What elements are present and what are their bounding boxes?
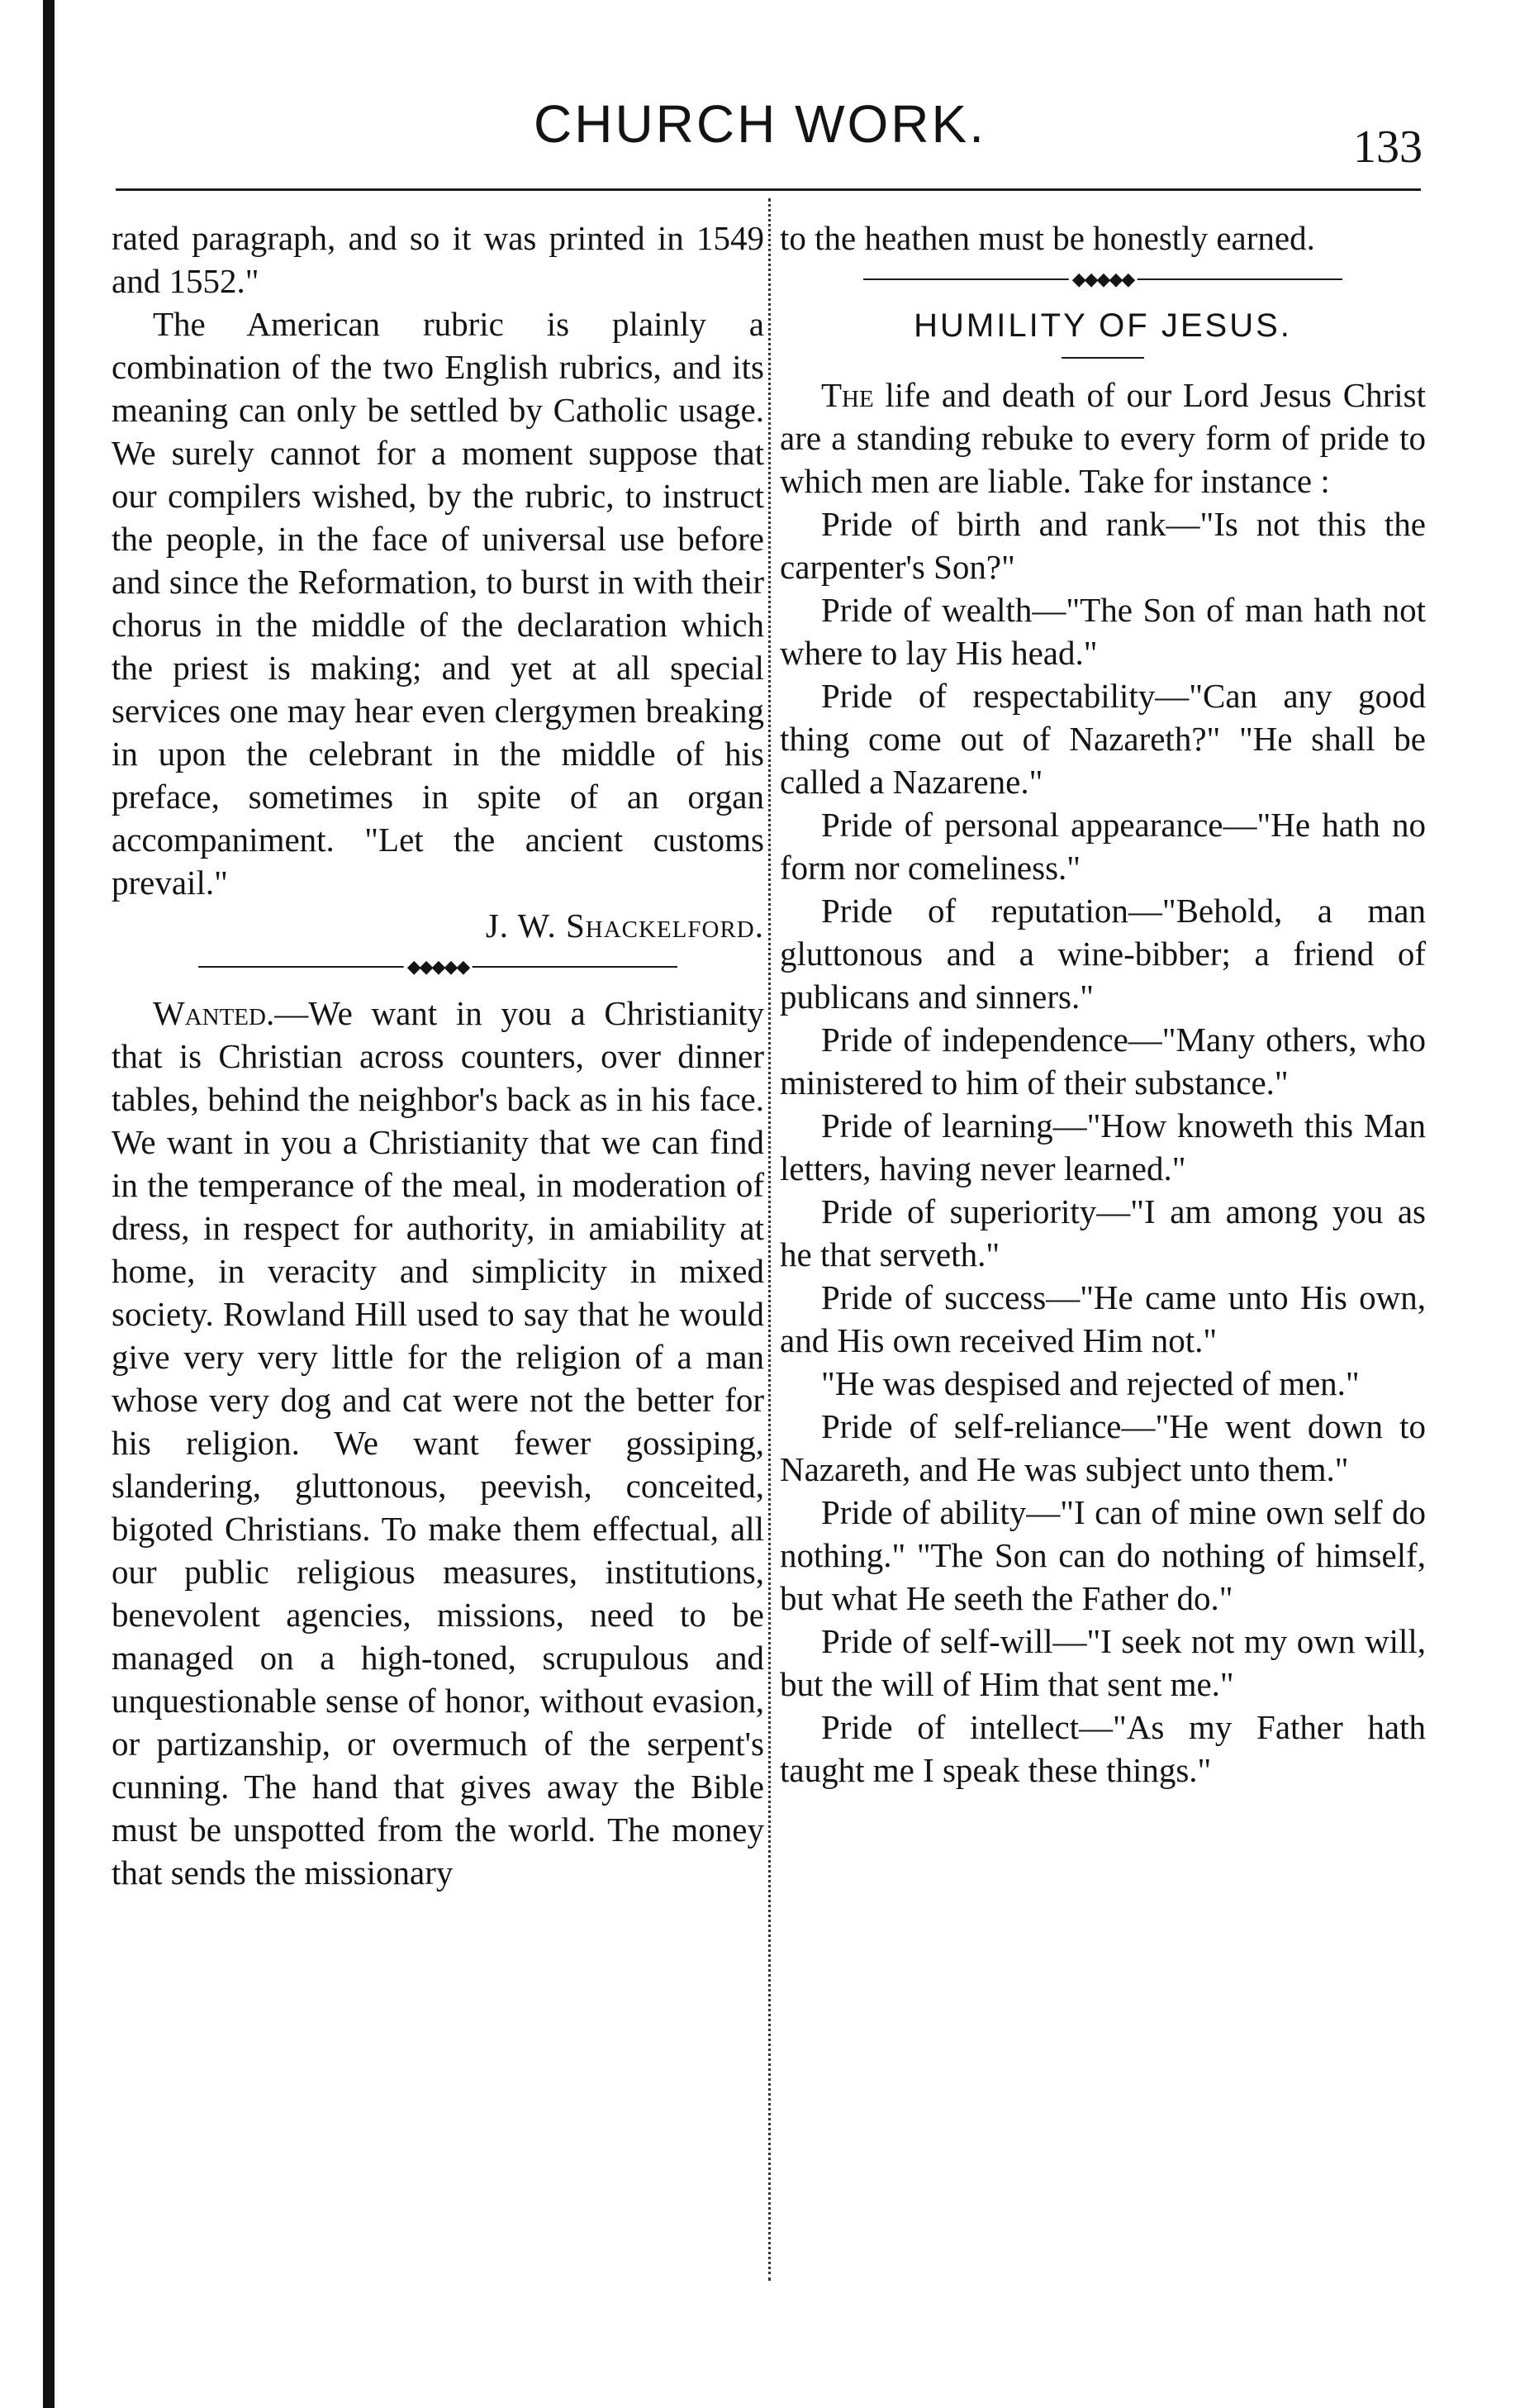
- section-ornament-right: [863, 271, 1342, 288]
- signature-name: J. W. Shackelford.: [485, 907, 764, 945]
- left-paragraph-1: rated paragraph, and so it was printed in 1549 and 1552.": [112, 219, 764, 300]
- pride-item: Pride of learning—"How knoweth this Man letters, having never learned.": [780, 1106, 1426, 1187]
- pride-item: Pride of reputation—"Behold, a man gluttonous and a wine-bibber; a friend of publicans and sinners.": [780, 892, 1426, 1016]
- signature: [112, 904, 764, 947]
- pride-item: Pride of birth and rank—"Is not this the carpenter's Son?": [780, 505, 1426, 586]
- binding-edge: [43, 0, 55, 2408]
- running-title: CHURCH WORK.: [534, 94, 986, 154]
- pride-item: Pride of wealth—"The Son of man hath not where to lay His head.": [780, 591, 1426, 672]
- intro-body: life and death of our Lord Jesus Christ are a standing rebuke to every form of pride to which men are liable. Take for instance :: [780, 376, 1426, 500]
- pride-item: Pride of respectability—"Can any good thing come out of Nazareth?" "He shall be called a Nazarene.": [780, 677, 1426, 801]
- right-paragraph-0: to the heathen must be honestly earned.: [780, 219, 1315, 257]
- header-rule: [116, 188, 1421, 191]
- pride-item: Pride of self-will—"I seek not my own will, but the will of Him that sent me.": [780, 1622, 1426, 1703]
- ornament-icon: ◆◆◆◆◆: [1069, 271, 1138, 288]
- pride-item: Pride of success—"He came unto His own, and His own received Him not.": [780, 1278, 1426, 1359]
- left-column: [112, 217, 764, 1894]
- pride-item: Pride of intellect—"As my Father hath taught me I speak these things.": [780, 1708, 1426, 1789]
- page-number: 133: [1353, 121, 1423, 173]
- ornament-icon: ◆◆◆◆◆: [404, 959, 473, 975]
- pride-item: Pride of ability—"I can of mine own self do nothing." "The Son can do nothing of himself, but what He seeth the Father do.": [780, 1493, 1426, 1617]
- column-divider: [768, 198, 771, 2281]
- left-paragraph-2: The American rubric is plainly a combination of the two English rubrics, and its meaning can only be settled by Catholic usage. We surely cannot for a moment suppose that our compilers wished, by the rubric, to instruct the people, in the face of universal use before and since the Reformation, to burst in with their chorus in the middle of the declaration which the priest is making; and yet at all special services one may hear even clergymen breaking in upon the celebrant in the middle of his preface, sometimes in spite of an organ accompaniment. "Let the ancient customs prevail.": [112, 305, 764, 902]
- pride-item: Pride of superiority—"I am among you as he that serveth.": [780, 1192, 1426, 1273]
- intro-paragraph: [780, 374, 1426, 502]
- wanted-body: —We want in you a Christianity that is Christian across counters, over dinner tables, behind the neighbor's back as in his face. We want in you a Christianity that we can find in the temperance of the meal, in moderation of dress, in respect for authority, in amiability at home, in veracity and simplicity in mixed society. Rowland Hill used to say that he would give very very little for the religion of a man whose very dog and cat were not the better for his religion. We want fewer gossiping, slandering, gluttonous, peevish, conceited, bigoted Christians. To make them effectual, all our public religious measures, institutions, benevolent agencies, missions, need to be managed on a high-toned, scrupulous and unquestionable sense of honor, without evasion, or partizanship, or overmuch of the serpent's cunning. The hand that gives away the Bible must be unspotted from the world. The money that sends the missionary: [112, 994, 764, 1892]
- wanted-paragraph: [112, 992, 764, 1894]
- wanted-lead: Wanted.: [153, 994, 275, 1032]
- heading-rule: [1062, 357, 1144, 359]
- article-heading: HUMILITY OF JESUS.: [914, 307, 1292, 344]
- right-column: [780, 217, 1426, 1792]
- pride-item: "He was despised and rejected of men.": [821, 1364, 1360, 1402]
- pride-item: Pride of self-reliance—"He went down to Nazareth, and He was subject unto them.": [780, 1407, 1426, 1488]
- section-ornament: [198, 956, 677, 977]
- intro-lead: The: [821, 376, 874, 414]
- pride-item: Pride of personal appearance—"He hath no form nor comeliness.": [780, 806, 1426, 887]
- pride-item: Pride of independence—"Many others, who ministered to him of their substance.": [780, 1021, 1426, 1102]
